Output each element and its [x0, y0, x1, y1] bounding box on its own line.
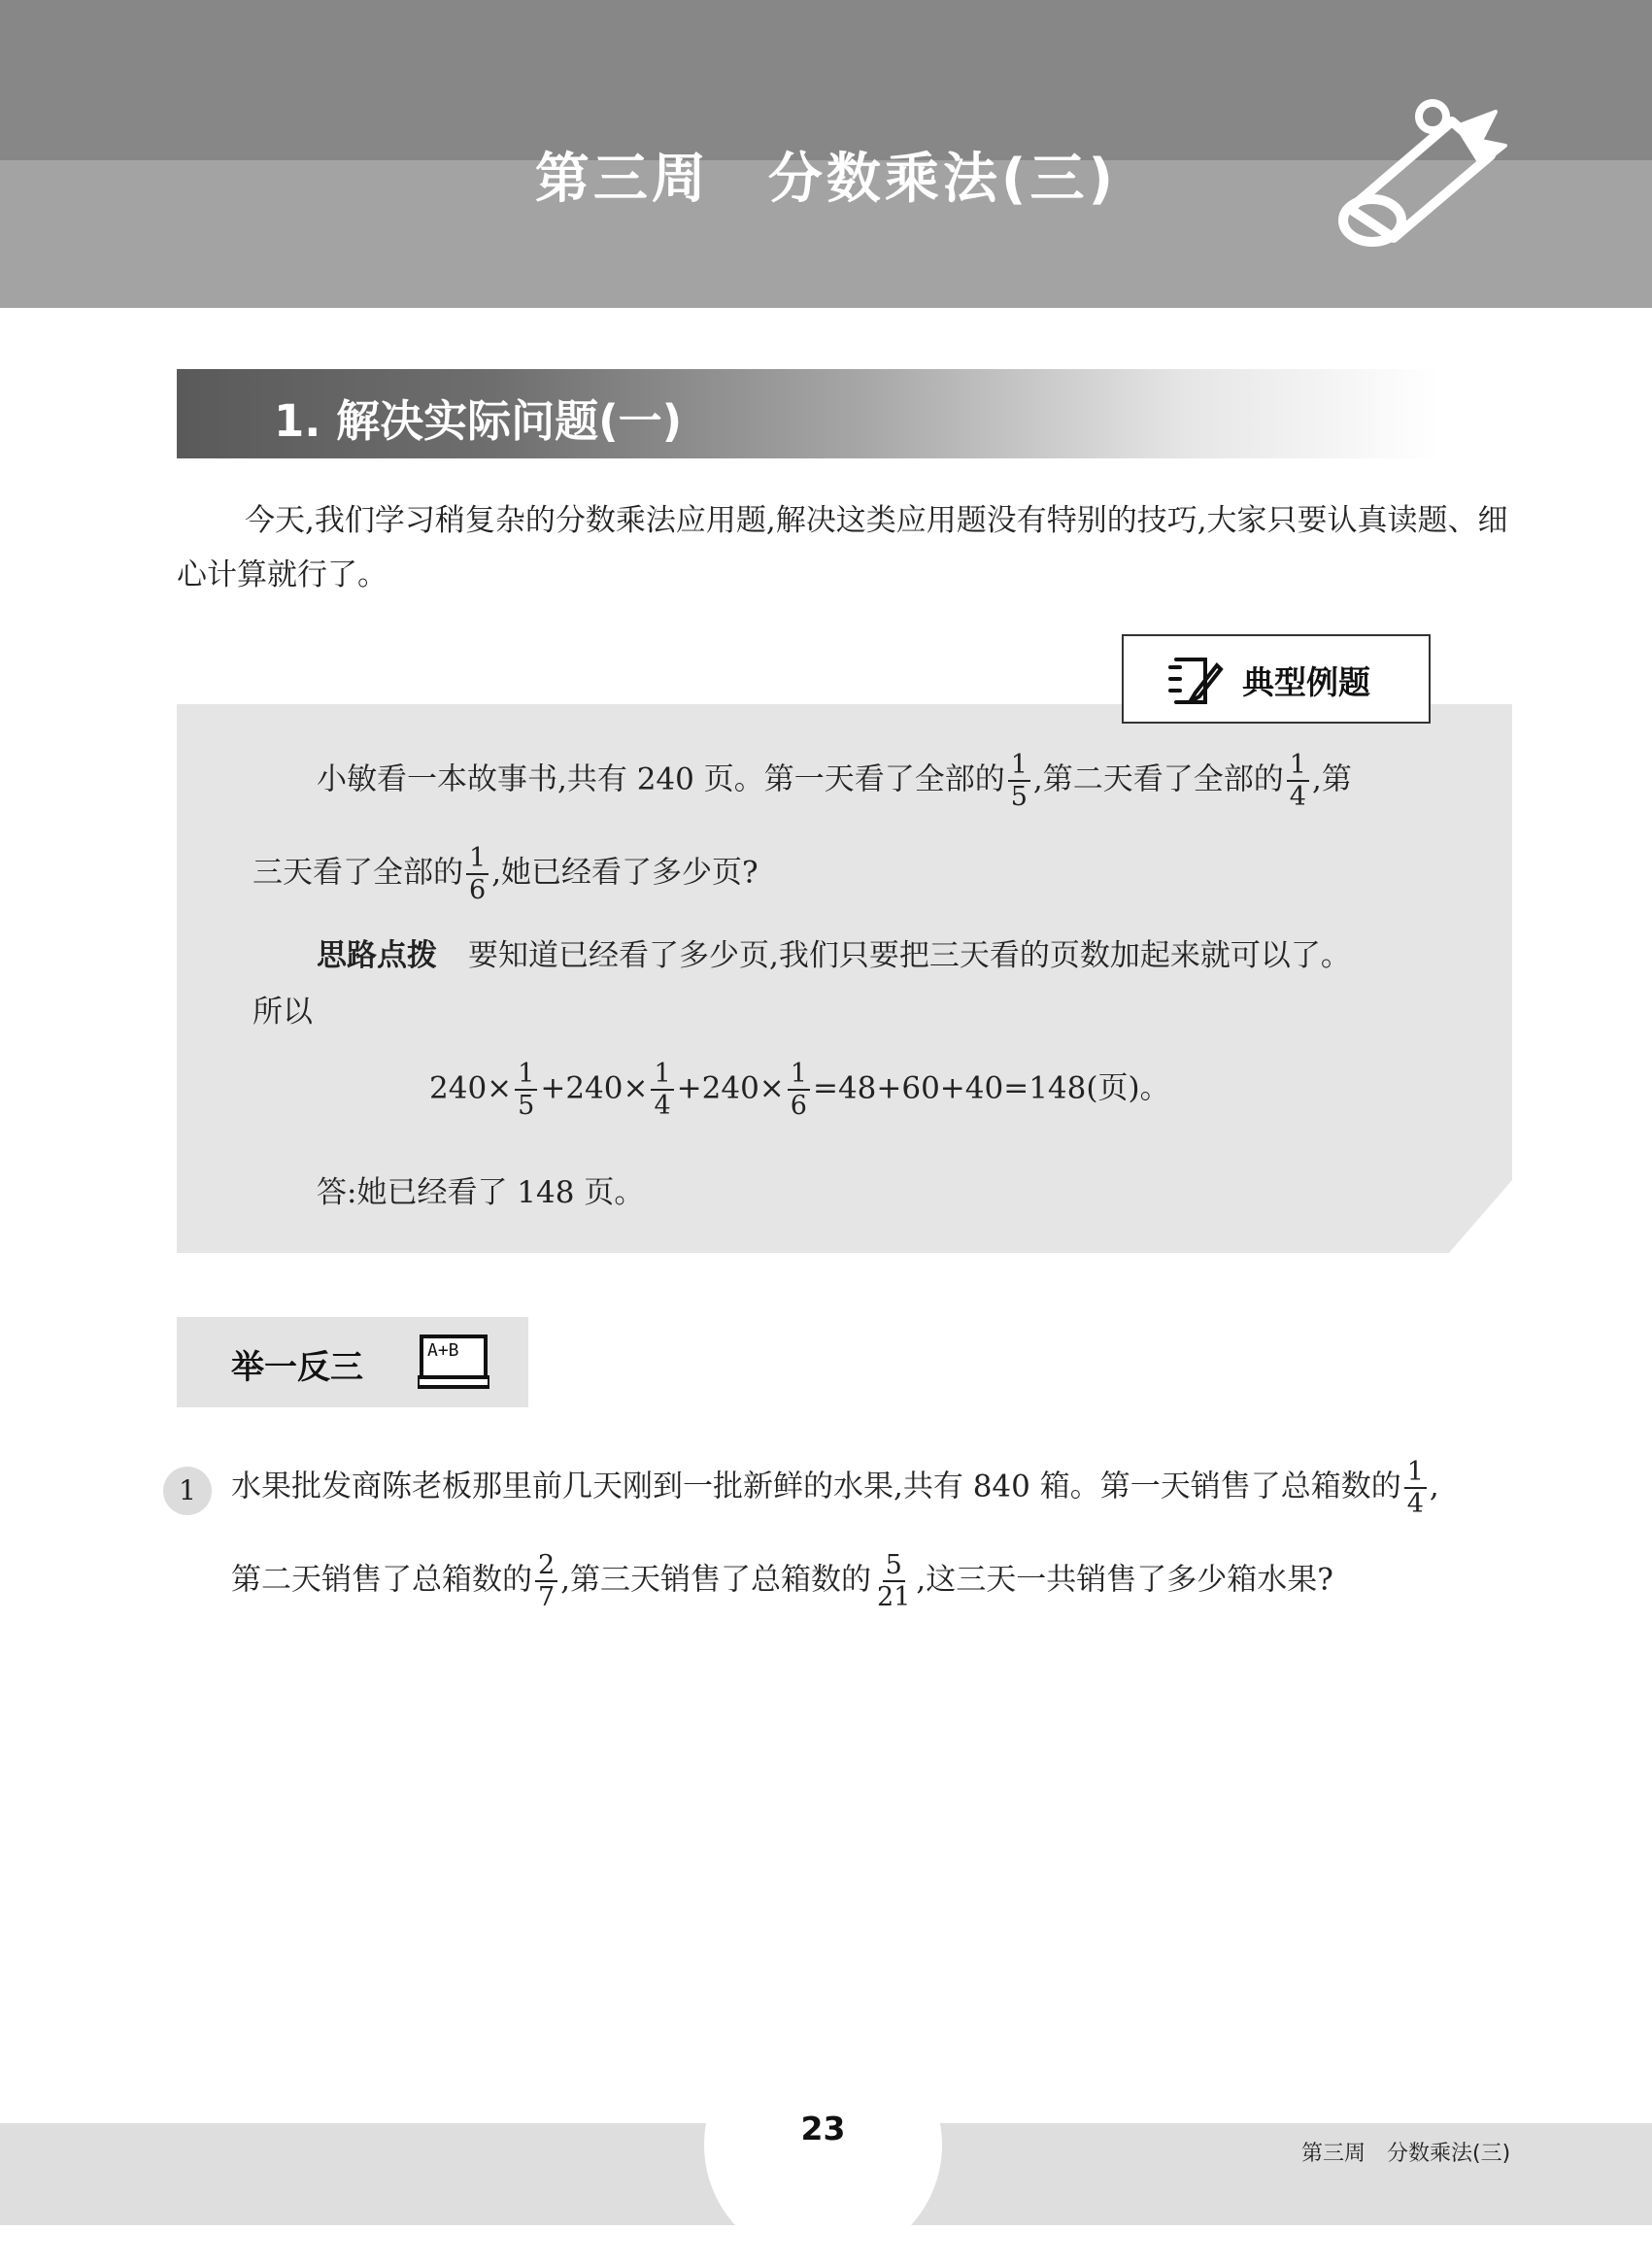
notebook-pencil-icon: [1163, 654, 1225, 708]
question-text-1: 水果批发商陈老板那里前几天刚到一批新鲜的水果,共有 840 箱。第一天销售了总箱数的: [231, 1469, 1401, 1504]
question-fraction-5-21: $\frac{5}{21}$: [877, 1550, 911, 1612]
formula-fraction-1-4: $\frac{1}{4}$: [651, 1059, 673, 1121]
question-number-badge: 1: [163, 1467, 212, 1515]
problem-text-1: 小敏看一本故事书,共有 240 页。第一天看了全部的: [317, 761, 1005, 797]
footer-running-title: 第三周 分数乘法(三): [1301, 2142, 1511, 2166]
example-tag: [1122, 634, 1431, 724]
page-title: 第三周 分数乘法(三): [534, 148, 1118, 211]
hint-line: [317, 930, 1351, 974]
intro-paragraph: 今天,我们学习稍复杂的分数乘法应用题,解决这类应用题没有特别的技巧,大家只要认真读题、细心计算就行了。: [177, 503, 1508, 592]
hint-text: 要知道已经看了多少页,我们只要把三天看的页数加起来就可以了。: [468, 938, 1351, 973]
fraction-1-4: $\frac{1}{4}$: [1287, 750, 1309, 812]
blackboard-text: A+B: [427, 1340, 459, 1361]
problem-text-5: ,她已经看了多少页?: [491, 855, 759, 891]
solution-formula: 240× $\frac{1}{5}$ +240× $\frac{1}{4}$ +240× $\frac{1}{6}$ =48+60+40=148(页)。: [429, 1059, 1170, 1121]
practice-header: [177, 1317, 528, 1407]
so-text: 所以: [253, 995, 313, 1030]
question-text-4: ,这三天一共销售了多少箱水果?: [916, 1562, 1333, 1598]
question-fraction-1-4: $\frac{1}{4}$: [1404, 1457, 1427, 1519]
practice-title: 举一反三: [231, 1348, 363, 1387]
hint-label: 思路点拨: [317, 938, 437, 973]
scroll-icon: [1335, 92, 1510, 248]
section-title: 1. 解决实际问题(一): [274, 395, 683, 447]
formula-fraction-1-6: $\frac{1}{6}$: [788, 1059, 810, 1121]
problem-text-2: ,第二天看了全部的: [1032, 761, 1284, 797]
fraction-1-5: $\frac{1}{5}$: [1008, 750, 1030, 812]
blackboard-icon: [418, 1333, 489, 1391]
question-text-2: 第二天销售了总箱数的: [231, 1562, 532, 1598]
example-problem-line-1: [317, 750, 1352, 812]
example-problem-line-2: [253, 843, 759, 905]
question-text-3: ,第三天销售了总箱数的: [560, 1562, 872, 1598]
problem-text-3: ,第: [1311, 761, 1352, 797]
example-tag-label: 典型例题: [1242, 663, 1370, 701]
formula-fraction-1-5: $\frac{1}{5}$: [515, 1059, 537, 1121]
question-line-1: 水果批发商陈老板那里前几天刚到一批新鲜的水果,共有 840 箱。第一天销售了总箱数的 $\frac{1}{4}$ ,: [231, 1457, 1439, 1519]
problem-text-4: 三天看了全部的: [253, 855, 463, 891]
fraction-1-6: $\frac{1}{6}$: [466, 843, 489, 905]
page-number: 23: [800, 2110, 846, 2147]
question-line-2: [231, 1550, 1333, 1612]
example-answer: 答:她已经看了 148 页。: [317, 1175, 645, 1210]
question-fraction-2-7: $\frac{2}{7}$: [535, 1550, 557, 1612]
